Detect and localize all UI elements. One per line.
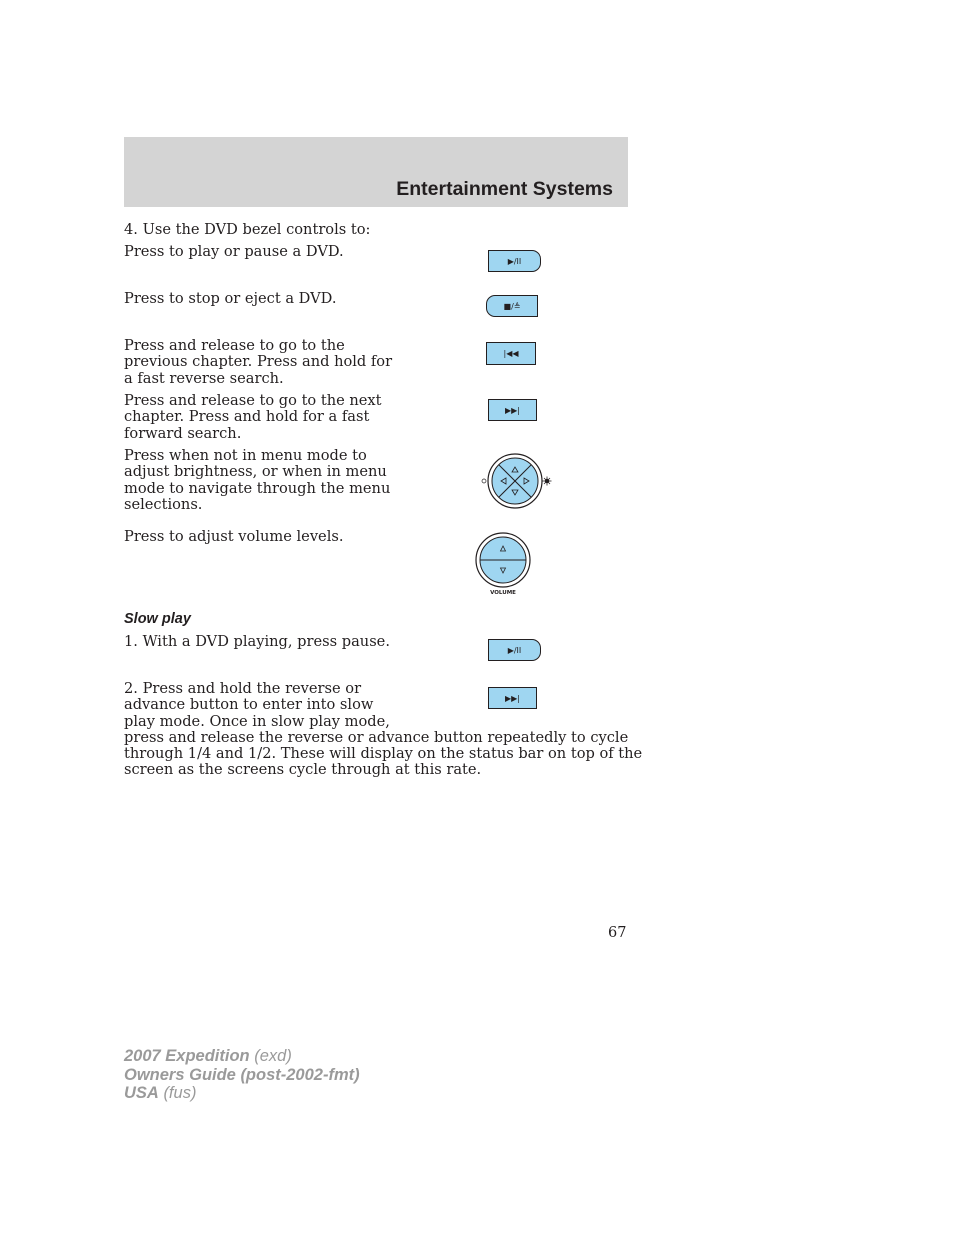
stop-eject-button[interactable]: ■/≜ (486, 295, 538, 317)
volume-text: Press to adjust volume levels. (124, 528, 344, 545)
next-chapter-button[interactable]: ▶▶| (488, 399, 537, 421)
play-pause-text: Press to play or pause a DVD. (124, 243, 344, 260)
volume-label: VOLUME (490, 590, 516, 596)
previous-chapter-button[interactable]: |◀◀ (486, 342, 536, 365)
volume-dial[interactable] (474, 532, 534, 598)
slow-play-step1: 1. With a DVD playing, press pause. (124, 633, 390, 650)
navigation-dial[interactable] (478, 453, 554, 511)
next-chapter-text: Press and release to go to the next chapter. Press and hold for a fast forward search. (124, 392, 382, 442)
dim-brightness-icon (482, 479, 486, 483)
bright-brightness-icon (543, 477, 552, 486)
header-band (124, 137, 628, 207)
stop-eject-text: Press to stop or eject a DVD. (124, 290, 337, 307)
slow-play-heading: Slow play (124, 611, 191, 627)
page-number: 67 (608, 925, 627, 941)
play-pause-button[interactable]: ▶/II (488, 250, 541, 272)
slow-play-advance-button[interactable]: ▶▶| (488, 687, 537, 709)
footer: 2007 Expedition (exd) Owners Guide (post-2002-fmt) USA (fus) (124, 1047, 360, 1102)
intro-text: 4. Use the DVD bezel controls to: (124, 221, 371, 238)
brightness-text: Press when not in menu mode to adjust brightness, or when in menu mode to navigate through the menu selections. (124, 447, 391, 513)
slow-play-step2: 2. Press and hold the reverse or advance button to enter into slow play mode. Once in slow play mode, press and release the reverse or advance button repeatedly to cycle through 1/4 and 1/2. These will display on the status bar on top of the screen as the screens cycle through at this rate. (124, 680, 643, 779)
section-title: Entertainment Systems (396, 178, 613, 200)
previous-chapter-text: Press and release to go to the previous chapter. Press and hold for a fast reverse search. (124, 337, 393, 387)
slow-play-pause-button[interactable]: ▶/II (488, 639, 541, 661)
